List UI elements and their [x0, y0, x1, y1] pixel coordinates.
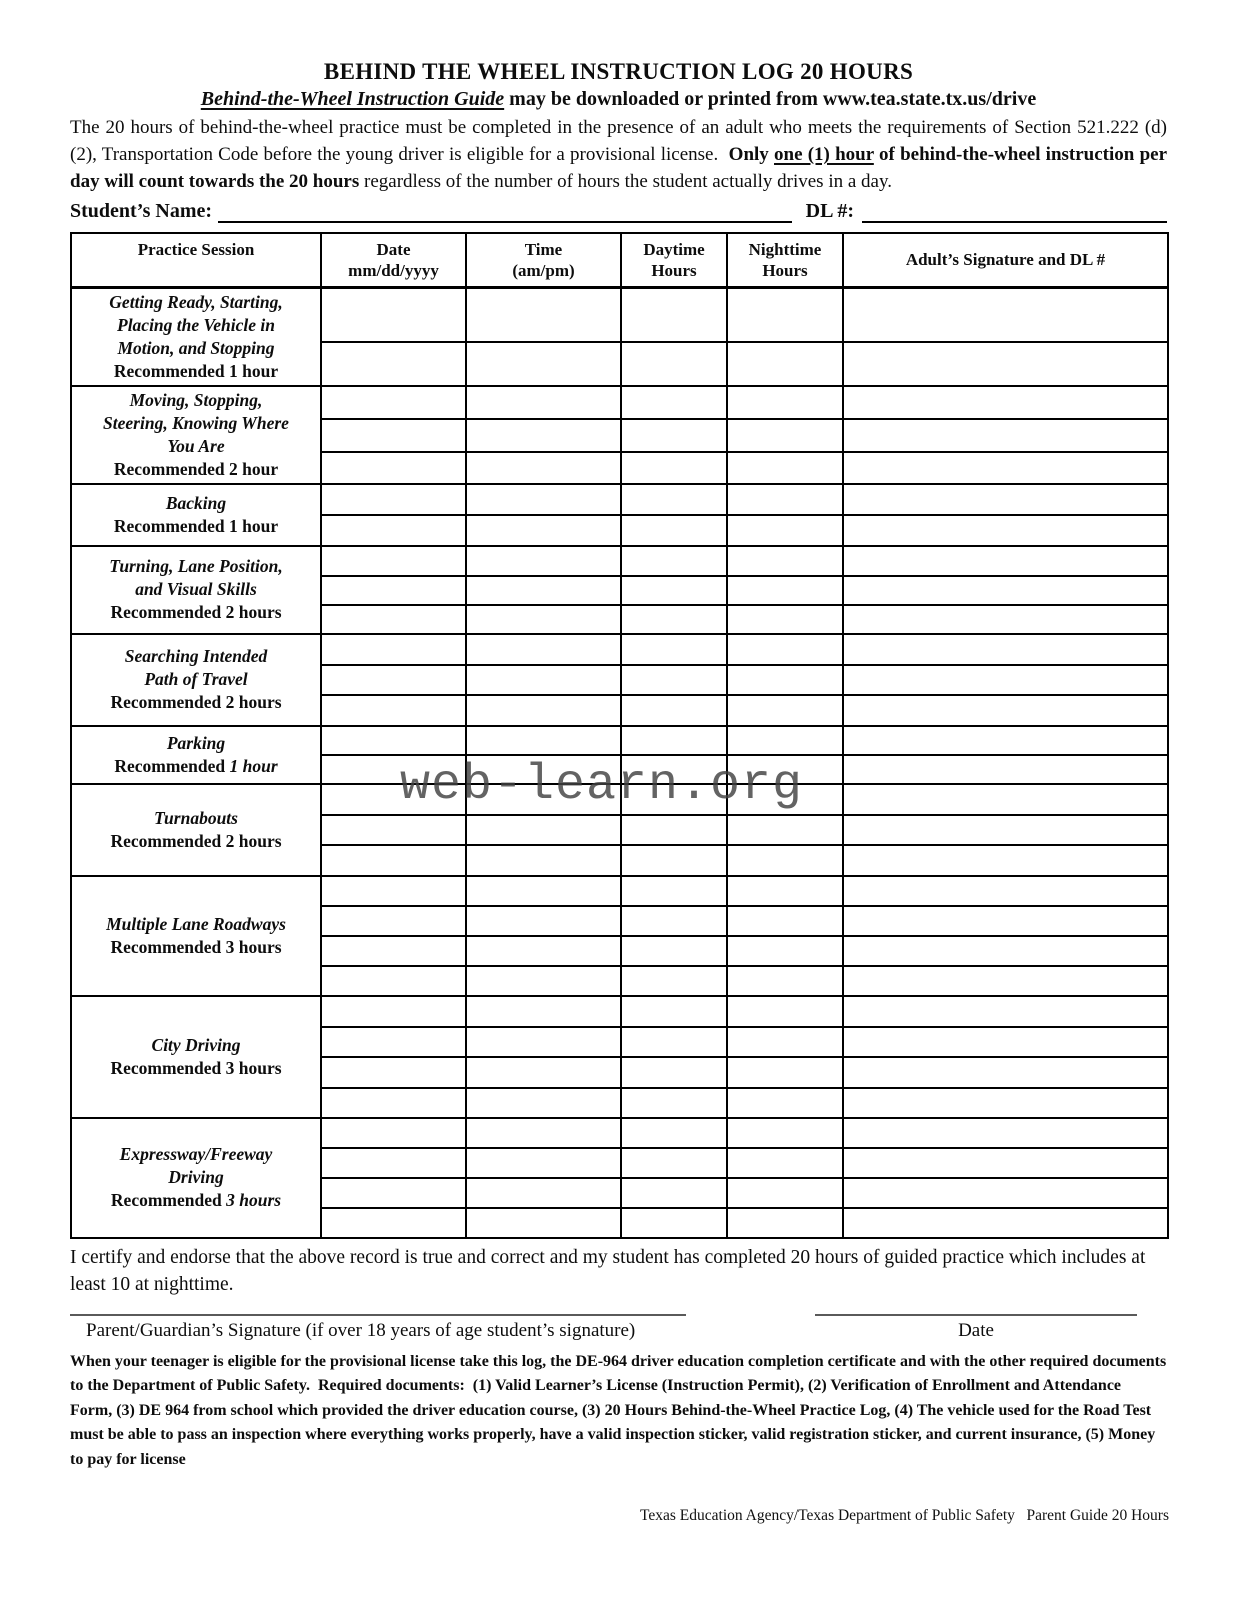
- session-title: Getting Ready, Starting, Placing the Vehicle in Motion, and Stopping: [109, 291, 283, 358]
- log-entry-cell[interactable]: [727, 1027, 843, 1057]
- log-entry-cell[interactable]: [466, 1208, 621, 1238]
- log-entry-cell[interactable]: [321, 906, 466, 936]
- log-entry-cell[interactable]: [466, 1057, 621, 1088]
- log-entry-cell[interactable]: [466, 695, 621, 726]
- log-entry-cell[interactable]: [466, 386, 621, 419]
- log-entry-cell[interactable]: [321, 936, 466, 966]
- log-entry-cell[interactable]: [843, 1148, 1168, 1178]
- log-entry-cell[interactable]: [727, 726, 843, 755]
- log-entry-cell[interactable]: [466, 996, 621, 1027]
- log-entry-cell[interactable]: [727, 484, 843, 515]
- log-entry-cell[interactable]: [621, 695, 727, 726]
- log-entry-cell[interactable]: [727, 1088, 843, 1118]
- session-recommended: Recommended 3 hours: [110, 936, 282, 957]
- page-title: BEHIND THE WHEEL INSTRUCTION LOG 20 HOURS: [323, 59, 914, 84]
- log-entry-cell[interactable]: [466, 1118, 621, 1148]
- log-entry-cell[interactable]: [466, 1148, 621, 1178]
- log-entry-cell[interactable]: [321, 966, 466, 996]
- log-entry-cell[interactable]: [321, 1088, 466, 1118]
- log-entry-cell[interactable]: [321, 784, 466, 815]
- log-entry-cell[interactable]: [727, 815, 843, 845]
- log-entry-cell[interactable]: [727, 515, 843, 546]
- subtitle-rest: may be downloaded or printed from www.tea.state.tx.us/drive: [504, 88, 1037, 110]
- log-entry-cell[interactable]: [621, 845, 727, 876]
- requirements-paragraph: When your teenager is eligible for the provisional license take this log, the DE-964 driver education completion certificate and with the other required documents to the Department of Public Safety. Required documents: (1) Valid Learner’s License (Instruction Permit), (2) Verification of Enrollment and Attendance Form, (3) DE 964 from school which provided the driver education course, (3) 20 Hours Behind-the-Wheel Practice Log, (4) The vehicle used for the Road Test must be able to pass an inspection where everything works properly, have a valid inspection sticker, valid registration sticker, and current insurance, (5) Money to pay for license: [70, 1352, 1167, 1468]
- footer-credit: Texas Education Agency/Texas Department of Public Safety Parent Guide 20 Hours: [640, 1507, 1169, 1524]
- log-entry-cell[interactable]: [843, 1118, 1168, 1148]
- log-entry-cell[interactable]: [843, 906, 1168, 936]
- session-label-cell: [71, 287, 321, 386]
- log-entry-cell[interactable]: [321, 546, 466, 576]
- log-entry-cell[interactable]: [843, 1178, 1168, 1208]
- log-entry-cell[interactable]: [727, 342, 843, 385]
- log-entry-cell[interactable]: [843, 936, 1168, 966]
- log-entry-cell[interactable]: [466, 515, 621, 546]
- log-entry-cell[interactable]: [466, 419, 621, 452]
- session-title: Searching Intended Path of Travel: [124, 646, 268, 689]
- log-entry-cell[interactable]: [843, 605, 1168, 634]
- column-header-6: Adult’s Signature and DL #: [843, 233, 1168, 287]
- intro-part2: regardless of the number of hours the student actually drives in a day.: [359, 171, 892, 192]
- log-entry-cell[interactable]: [727, 634, 843, 665]
- log-entry-cell[interactable]: [466, 287, 621, 342]
- signature-section: [70, 1314, 1167, 1343]
- form-subtitle: [70, 86, 1167, 113]
- session-label-cell: [71, 876, 321, 996]
- log-entry-cell[interactable]: [843, 1027, 1168, 1057]
- log-entry-cell[interactable]: [321, 665, 466, 695]
- log-entry-cell[interactable]: [727, 386, 843, 419]
- log-entry-cell[interactable]: [843, 419, 1168, 452]
- log-entry-cell[interactable]: [727, 784, 843, 815]
- log-entry-cell[interactable]: [727, 1118, 843, 1148]
- log-entry-cell[interactable]: [621, 996, 727, 1027]
- log-entry-cell[interactable]: [466, 665, 621, 695]
- session-recommended: Recommended 2 hours: [110, 602, 282, 622]
- session-label-cell: [71, 726, 321, 784]
- log-entry-cell[interactable]: [621, 634, 727, 665]
- log-entry-cell[interactable]: [621, 815, 727, 845]
- session-label-cell: [71, 784, 321, 876]
- session-recommended: Recommended 1 hour: [113, 360, 279, 381]
- log-entry-cell[interactable]: [621, 755, 727, 784]
- log-entry-cell[interactable]: [466, 342, 621, 385]
- certify-statement: I certify and endorse that the above record is true and correct and my student has completed 20 hours of guided practice which includes at least 10 at nighttime.: [70, 1246, 1146, 1295]
- session-title: Expressway/Freeway Driving: [119, 1144, 273, 1187]
- column-header-4: Daytime Hours: [621, 233, 727, 287]
- log-entry-cell[interactable]: [321, 1118, 466, 1148]
- guide-link-text: Behind-the-Wheel Instruction Guide: [200, 88, 505, 110]
- log-entry-cell[interactable]: [466, 576, 621, 605]
- log-entry-cell[interactable]: [621, 936, 727, 966]
- session-recommended: Recommended 3 hours: [110, 1190, 282, 1210]
- log-entry-cell[interactable]: [843, 755, 1168, 784]
- log-entry-cell[interactable]: [843, 546, 1168, 576]
- log-entry-cell[interactable]: [621, 1057, 727, 1088]
- log-entry-cell[interactable]: [843, 726, 1168, 755]
- log-entry-cell[interactable]: [843, 1088, 1168, 1118]
- intro-paragraph: [70, 114, 1167, 195]
- log-entry-cell[interactable]: [321, 695, 466, 726]
- log-entry-cell[interactable]: [843, 695, 1168, 726]
- session-title: Turnabouts: [154, 807, 238, 828]
- watermark: web-learn.org: [400, 757, 804, 814]
- log-entry-cell[interactable]: [621, 966, 727, 996]
- log-entry-cell[interactable]: [466, 605, 621, 634]
- log-entry-cell[interactable]: [321, 1148, 466, 1178]
- session-recommended: Recommended 1 hour: [114, 755, 278, 776]
- log-entry-cell[interactable]: [466, 815, 621, 845]
- session-label-cell: [71, 1118, 321, 1238]
- log-entry-cell[interactable]: [621, 1027, 727, 1057]
- log-entry-cell[interactable]: [727, 906, 843, 936]
- log-entry-cell[interactable]: [727, 876, 843, 906]
- log-entry-cell[interactable]: [321, 815, 466, 845]
- log-entry-cell[interactable]: [727, 419, 843, 452]
- log-entry-cell[interactable]: [727, 966, 843, 996]
- intro-bold-rest: of behind-the-wheel instruction per day will count towards the 20 hours: [70, 144, 1168, 192]
- dl-number-label: DL #:: [805, 200, 854, 222]
- log-entry-cell[interactable]: [321, 576, 466, 605]
- log-entry-cell[interactable]: [621, 665, 727, 695]
- log-entry-cell[interactable]: [843, 634, 1168, 665]
- log-entry-cell[interactable]: [621, 386, 727, 419]
- dl-number-field[interactable]: [862, 199, 1167, 223]
- session-label-cell: [71, 386, 321, 484]
- log-entry-cell[interactable]: [621, 342, 727, 385]
- log-entry-cell[interactable]: [843, 386, 1168, 419]
- log-entry-cell[interactable]: [727, 546, 843, 576]
- log-entry-cell[interactable]: [727, 695, 843, 726]
- session-title: Backing: [165, 492, 227, 513]
- session-label-cell: [71, 484, 321, 546]
- session-label-cell: [71, 996, 321, 1118]
- log-entry-cell[interactable]: [466, 1027, 621, 1057]
- column-header-2: Date mm/dd/yyyy: [321, 233, 466, 287]
- log-entry-cell[interactable]: [727, 287, 843, 342]
- log-entry-cell[interactable]: [321, 726, 466, 755]
- log-entry-cell[interactable]: [621, 1088, 727, 1118]
- log-entry-cell[interactable]: [727, 1208, 843, 1238]
- log-entry-cell[interactable]: [621, 546, 727, 576]
- log-entry-cell[interactable]: [321, 515, 466, 546]
- log-entry-cell[interactable]: [321, 1208, 466, 1238]
- log-entry-cell[interactable]: [466, 845, 621, 876]
- session-title: City Driving: [151, 1034, 241, 1055]
- log-entry-cell[interactable]: [321, 452, 466, 484]
- log-entry-cell[interactable]: [843, 452, 1168, 484]
- date-label: Date: [958, 1319, 994, 1341]
- log-entry-cell[interactable]: [727, 1148, 843, 1178]
- session-label-cell: [71, 634, 321, 726]
- session-recommended: Recommended 1 hour: [113, 515, 279, 536]
- log-entry-cell[interactable]: [727, 576, 843, 605]
- log-entry-cell[interactable]: [843, 784, 1168, 815]
- log-entry-cell[interactable]: [621, 784, 727, 815]
- log-entry-cell[interactable]: [321, 484, 466, 515]
- log-entry-cell[interactable]: [843, 966, 1168, 996]
- log-entry-cell[interactable]: [621, 419, 727, 452]
- log-entry-cell[interactable]: [321, 386, 466, 419]
- log-entry-cell[interactable]: [727, 936, 843, 966]
- parent-signature-block: [70, 1314, 686, 1343]
- log-entry-cell[interactable]: [727, 605, 843, 634]
- log-entry-cell[interactable]: [321, 996, 466, 1027]
- log-entry-cell[interactable]: [727, 1178, 843, 1208]
- student-name-field[interactable]: [218, 199, 792, 223]
- log-entry-cell[interactable]: [843, 484, 1168, 515]
- log-entry-cell[interactable]: [843, 515, 1168, 546]
- log-entry-cell[interactable]: [466, 936, 621, 966]
- log-entry-cell[interactable]: [621, 287, 727, 342]
- log-entry-cell[interactable]: [843, 287, 1168, 342]
- log-entry-cell[interactable]: [321, 845, 466, 876]
- log-entry-cell[interactable]: [466, 546, 621, 576]
- parent-signature-label: Parent/Guardian’s Signature (if over 18 years of age student’s signature): [86, 1319, 636, 1341]
- log-entry-cell[interactable]: [321, 876, 466, 906]
- log-entry-cell[interactable]: [466, 755, 621, 784]
- log-entry-cell[interactable]: [727, 452, 843, 484]
- log-entry-cell[interactable]: [621, 515, 727, 546]
- session-recommended: Recommended 2 hour: [113, 458, 279, 479]
- log-entry-cell[interactable]: [621, 726, 727, 755]
- log-entry-cell[interactable]: [466, 1178, 621, 1208]
- table-body: [71, 287, 1168, 1238]
- student-name-label: Student’s Name:: [70, 200, 213, 222]
- date-block: [815, 1314, 1137, 1343]
- log-entry-cell[interactable]: [321, 605, 466, 634]
- log-entry-cell[interactable]: [727, 755, 843, 784]
- intro-part1: The 20 hours of behind-the-wheel practice must be completed in the presence of an adult who meets the requirements of Section 521.222 (d)(2), Transportation Code before the young driver is eligible for a provisional license.: [70, 117, 1167, 165]
- log-entry-cell[interactable]: [321, 287, 466, 342]
- session-recommended: Recommended 3 hours: [110, 1057, 282, 1078]
- log-entry-cell[interactable]: [843, 876, 1168, 906]
- log-entry-cell[interactable]: [843, 1057, 1168, 1088]
- log-entry-cell[interactable]: [843, 815, 1168, 845]
- session-label-cell: [71, 546, 321, 634]
- session-recommended: Recommended 2 hours: [110, 692, 282, 712]
- column-header-1: Practice Session: [71, 233, 321, 287]
- log-entry-cell[interactable]: [843, 845, 1168, 876]
- log-entry-cell[interactable]: [466, 634, 621, 665]
- log-entry-cell[interactable]: [621, 484, 727, 515]
- log-entry-cell[interactable]: [843, 1208, 1168, 1238]
- log-entry-cell[interactable]: [843, 665, 1168, 695]
- log-entry-cell[interactable]: [727, 665, 843, 695]
- log-entry-cell[interactable]: [621, 605, 727, 634]
- student-name-row: [70, 199, 1167, 223]
- log-entry-cell[interactable]: [843, 576, 1168, 605]
- log-entry-cell[interactable]: [621, 576, 727, 605]
- log-entry-cell[interactable]: [621, 1118, 727, 1148]
- log-entry-cell[interactable]: [321, 1027, 466, 1057]
- column-header-3: Time (am/pm): [466, 233, 621, 287]
- log-entry-cell[interactable]: [466, 484, 621, 515]
- log-entry-cell[interactable]: [621, 876, 727, 906]
- session-title: Parking: [166, 732, 226, 753]
- session-title: Turning, Lane Position, and Visual Skills: [109, 556, 283, 599]
- log-entry-cell[interactable]: [843, 996, 1168, 1027]
- log-entry-cell[interactable]: [321, 1057, 466, 1088]
- session-recommended: Recommended 2 hours: [110, 830, 282, 851]
- log-entry-cell[interactable]: [321, 342, 466, 385]
- intro-bold-underline: one (1) hour: [774, 144, 874, 165]
- log-entry-cell[interactable]: [321, 419, 466, 452]
- log-entry-cell[interactable]: [621, 1178, 727, 1208]
- log-entry-cell[interactable]: [621, 906, 727, 936]
- log-entry-cell[interactable]: [321, 1178, 466, 1208]
- log-entry-cell[interactable]: [321, 755, 466, 784]
- log-entry-cell[interactable]: [466, 784, 621, 815]
- log-entry-cell[interactable]: [466, 1088, 621, 1118]
- log-entry-cell[interactable]: [321, 634, 466, 665]
- session-title: Multiple Lane Roadways: [106, 913, 286, 934]
- log-entry-cell[interactable]: [466, 966, 621, 996]
- log-entry-cell[interactable]: [621, 1148, 727, 1178]
- log-entry-cell[interactable]: [727, 996, 843, 1027]
- log-entry-cell[interactable]: [466, 726, 621, 755]
- log-entry-cell[interactable]: [727, 845, 843, 876]
- log-entry-cell[interactable]: [621, 1208, 727, 1238]
- session-title: Moving, Stopping, Steering, Knowing Where You Are: [103, 389, 289, 456]
- log-entry-cell[interactable]: [466, 876, 621, 906]
- log-entry-cell[interactable]: [466, 906, 621, 936]
- intro-bold-only: Only: [728, 144, 775, 165]
- log-entry-cell[interactable]: [843, 342, 1168, 385]
- column-header-5: Nighttime Hours: [727, 233, 843, 287]
- log-entry-cell[interactable]: [466, 452, 621, 484]
- table-header-row: [71, 233, 1168, 287]
- log-entry-cell[interactable]: [621, 452, 727, 484]
- log-entry-cell[interactable]: [727, 1057, 843, 1088]
- practice-log-table: [70, 232, 1169, 1239]
